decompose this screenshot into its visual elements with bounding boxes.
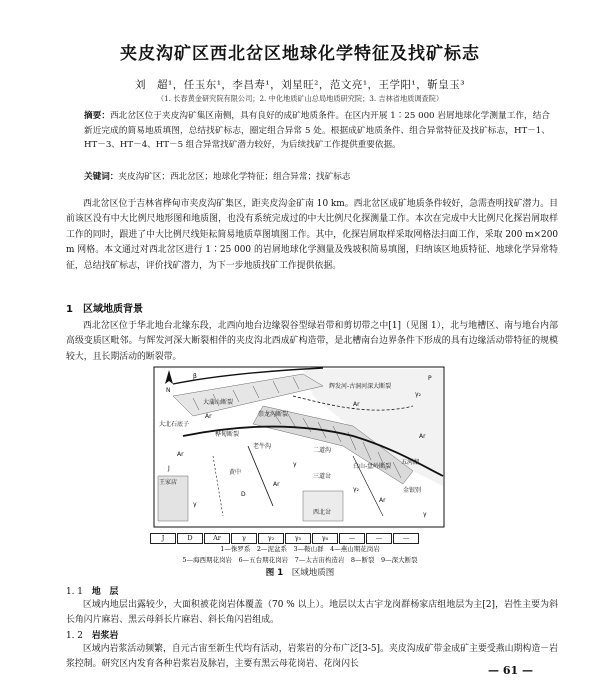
subsection-1-2-number: 1. 2 xyxy=(66,631,83,641)
fault-label-baishan: 白山-盘岭断裂 xyxy=(353,463,392,470)
legend-caption-line2: 5—海西期花岗岩 6—五台期花岗岩 7—太古宙构造岩 8—断裂 9—深大断裂 xyxy=(182,556,418,564)
unit-d: D xyxy=(241,491,246,498)
intro-paragraph: 西北岔区位于吉林省桦甸市夹皮沟矿集区，距夹皮沟金矿南 10 km。西北岔区成矿地质条件较好，急需查明找矿潜力。目前该区没有中大比例尺地形图和地质图，也没有系统完成过的中大比例尺化探测量工作。本次在完成中大比例尺化探岩屑取样工作的同时，跟进了中大比例尺线矩耘简易地质草图填图工作。其中，化探岩屑取样采取网格法扫面工作，采取 200 m×200 m 网格。本文通过对西北岔区进行 1∶25 000 的岩屑地球化学测量及残坡积简易填图，归纳该区地质特征、地球化学异常特征，总结找矿标志，评价找矿潜力，为下一步地质找矿工作提供依据。 xyxy=(66,199,558,271)
unit-gamma-5: γ xyxy=(423,511,427,518)
fault-label-hanjiagou: 崇龙沟断裂 xyxy=(258,411,289,418)
abstract xyxy=(84,109,550,153)
legend-box-5: γ₂ xyxy=(258,533,284,544)
unit-gamma-1: γ₂ xyxy=(415,391,421,398)
figure-number: 图 1 xyxy=(265,568,284,578)
abstract-label: 摘要： xyxy=(84,111,111,121)
unit-j: J xyxy=(168,465,170,472)
legend-box-3: Ar xyxy=(204,533,230,544)
subsection-1-1-heading xyxy=(66,584,118,597)
place-erdaogou: 二道沟 xyxy=(313,447,332,454)
article-title: 夹皮沟矿区西北岔区地球化学特征及找矿标志 xyxy=(120,44,480,64)
place-xiwang: 西北岔 xyxy=(313,509,332,516)
beta-label: β xyxy=(193,373,197,380)
place-dabeiluo: 大北石底子 xyxy=(159,421,190,428)
subsection-1-2-heading xyxy=(66,628,118,641)
figure-caption xyxy=(0,566,600,578)
legend-box-6: γ₅ xyxy=(285,533,311,544)
keywords-text: 夹皮沟矿区；西北岔区；地球化学特征；组合异常；找矿标志 xyxy=(118,172,351,182)
subsection-1-1-number: 1. 1 xyxy=(66,587,83,597)
subsection-1-1-paragraph: 区域内地层出露较少，大面积被花岗岩体覆盖（70 % 以上）。地层以太古宇龙岗群杨家店组地层为主[2]，岩性主要为斜长角闪片麻岩、黑云母斜长片麻岩、斜长角闪岩组成。 xyxy=(66,600,558,626)
unit-gamma-2: γ xyxy=(293,461,297,468)
fault-label-dayongshan: 大蒲山断裂 xyxy=(203,399,234,406)
unit-ar-3: Ar xyxy=(273,481,280,488)
affiliations: （1. 长春黄金研究院有限公司；2. 中化地质矿山总局地质研究院；3. 吉林省地质调查院） xyxy=(156,94,444,103)
regional-geology-map xyxy=(153,366,445,528)
legend-box-4: γ xyxy=(231,533,257,544)
page-number: — 61 — xyxy=(488,664,533,677)
block-south xyxy=(303,491,343,521)
subsection-1-2-paragraph: 区域内岩浆活动频繁，自元古宙至新生代均有活动，岩浆岩的分布广泛[3-5]。夹皮沟成矿带金成矿主要受燕山期构造－岩浆控制。研究区内发育各种岩浆岩及脉岩，主要有黑云母花岗岩、花岗闪长 xyxy=(66,644,558,670)
subsection-1-1-title: 地 层 xyxy=(91,587,119,597)
legend-box-8: — xyxy=(339,533,365,544)
unit-ar-2: Ar xyxy=(205,413,212,420)
subsection-1-2-title: 岩浆岩 xyxy=(91,631,119,641)
place-huangzhong: 黄中 xyxy=(229,469,242,476)
fault-label-miaoling: 桦甸断裂 xyxy=(215,431,240,438)
author-list: 刘 超¹，任玉东¹，李昌寿¹，刘星旺²，范文亮¹，王学阳¹，靳皇玉³ xyxy=(135,79,465,91)
keywords-label: 关键词： xyxy=(84,172,119,182)
legend-box-1: J xyxy=(150,533,176,544)
unit-ar-5: Ar xyxy=(419,433,426,440)
keywords xyxy=(84,170,550,182)
place-jinyin: 金银别 xyxy=(403,487,422,494)
place-laoniu: 老牛沟 xyxy=(253,443,272,450)
abstract-text: 西北岔区位于夹皮沟矿集区南侧，具有良好的成矿地质条件。在区内开展 1∶25 000 岩屑地球化学测量工作，结合新近完成的简易地质填图，总结找矿标志，圈定组合异常 5 处。根据成矿地质条件、组合异常特征及找矿标志，HT－1、HT－3、HT－4、HT－5 组合异常找矿潜力较好，为后续找矿工作提供重要依据。 xyxy=(84,111,550,151)
legend-caption-line1: 1—侏罗系 2—泥盆系 3—鞍山群 4—燕山期花岗岩 xyxy=(220,545,380,553)
place-wuhe: 五河湖 xyxy=(401,459,420,466)
unit-gamma-3: γ xyxy=(193,501,197,508)
legend-box-2: D xyxy=(177,533,203,544)
legend-box-10: — xyxy=(393,533,419,544)
place-sandaogou: 三道岔 xyxy=(313,473,332,480)
unit-gamma-4: γ₂ xyxy=(353,486,359,493)
legend-box-9: — xyxy=(366,533,392,544)
section-1-paragraph: 西北岔区位于华北地台北缘东段，北西向地台边缘裂谷型绿岩带和剪切带之中[1]（见图 1），北与地槽区、南与地台内部高级变质区毗邻。与辉发河深大断裂相伴的夹皮沟北西成矿构造带，是北槽南台边界条件下形成的具有边缘活动带特征的规模较大，且长期活动的断裂带。 xyxy=(66,321,558,362)
fault-label-huifa: 辉发河-古洞河深大断裂 xyxy=(329,383,392,390)
unit-ar-6: Ar xyxy=(379,497,386,504)
section-1-heading: 1 区域地质背景 xyxy=(66,304,143,315)
unit-ar-4: Ar xyxy=(353,401,360,408)
figure-title: 区域地质图 xyxy=(291,568,335,578)
place-wangjiagou: 王家店 xyxy=(159,479,178,486)
unit-p: P xyxy=(428,375,432,382)
unit-ar-1: Ar xyxy=(177,451,184,458)
legend-box-7: γ₆ xyxy=(312,533,338,544)
north-label: N xyxy=(166,387,171,394)
